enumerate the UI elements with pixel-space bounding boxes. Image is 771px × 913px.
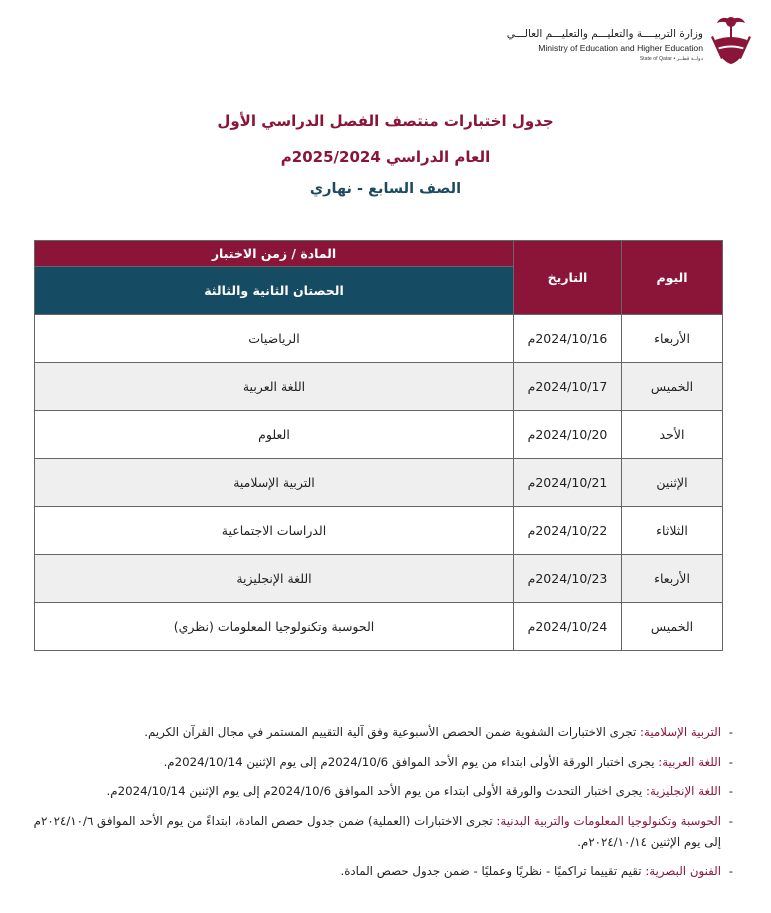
note-label: الفنون البصرية: (645, 864, 721, 879)
subject-cell: الرياضيات (35, 315, 514, 363)
subject-cell: اللغة الإنجليزية (35, 555, 514, 603)
note-item (33, 752, 733, 773)
table-row (35, 603, 723, 651)
day-cell: الثلاثاء (622, 507, 723, 555)
date-cell: 2024/10/21م (514, 459, 622, 507)
date-cell: 2024/10/17م (514, 363, 622, 411)
day-cell: الأربعاء (622, 315, 723, 363)
date-cell: 2024/10/23م (514, 555, 622, 603)
subject-cell: التربية الإسلامية (35, 459, 514, 507)
note-text: تقيم تقييما تراكميًا - نظريًا وعمليًا - ضمن جدول حصص المادة. (340, 864, 646, 879)
table-row (35, 459, 723, 507)
ministry-name-arabic: وزارة التربيــــة والتعليـــم والتعليـــم العالـــي (506, 28, 703, 40)
note-text: يجرى اختبار التحدث والورقة الأولى ابتداء من يوم الأحد الموافق 2024/10/6م إلى يوم الإثنين 2024/10/14م. (106, 784, 646, 799)
day-cell: الإثنين (622, 459, 723, 507)
state-of-qatar-label: State of Qatar • دولــة قطــر (639, 56, 703, 62)
day-cell: الخميس (622, 363, 723, 411)
exam-schedule-table (34, 240, 723, 651)
header-periods: الحصتان الثانية والثالثة (35, 267, 514, 315)
table-row (35, 315, 723, 363)
note-label: التربية الإسلامية: (640, 725, 721, 739)
date-cell: 2024/10/16م (514, 315, 622, 363)
table-row (35, 507, 723, 555)
date-cell: 2024/10/20م (514, 411, 622, 459)
subject-cell: اللغة العربية (35, 363, 514, 411)
table-row (35, 363, 723, 411)
note-label: اللغة الإنجليزية: (645, 784, 721, 799)
note-item (33, 811, 733, 852)
note-text: يجرى اختبار الورقة الأولى ابتداء من يوم الأحد الموافق 2024/10/6م إلى يوم الإثنين 2024/10/14م. (163, 754, 659, 769)
schedule-title: جدول اختبارات منتصف الفصل الدراسي الأول (217, 112, 554, 130)
ministry-header (503, 14, 753, 74)
date-cell: 2024/10/24م (514, 603, 622, 651)
day-cell: الخميس (622, 603, 723, 651)
header-date: التاريخ (514, 241, 622, 315)
ministry-name-english: Ministry of Education and Higher Education (538, 43, 703, 53)
subject-cell: الحوسبة وتكنولوجيا المعلومات (نظري) (35, 603, 514, 651)
academic-year: العام الدراسي 2025/2024م (280, 148, 491, 166)
qatar-emblem-icon (709, 14, 753, 66)
day-cell: الأربعاء (622, 555, 723, 603)
subject-cell: العلوم (35, 411, 514, 459)
grade-label: الصف السابع - نهاري (309, 181, 462, 197)
note-text: تجرى الاختبارات (العملية) ضمن جدول حصص المادة، ابتداءً من يوم الأحد الموافق ٢٠٢٤/١٠/٦م إلى يوم الإثنين ٢٠٢٤/١٠/١٤م. (33, 813, 721, 849)
note-item (33, 722, 733, 743)
subject-cell: الدراسات الاجتماعية (35, 507, 514, 555)
date-cell: 2024/10/22م (514, 507, 622, 555)
header-subject-time: المادة / زمن الاختبار (35, 241, 514, 267)
note-text: تجرى الاختبارات الشفوية ضمن الحصص الأسبوعية وفق آلية التقييم المستمر في مجال القرآن الكريم. (144, 725, 641, 739)
table-row (35, 555, 723, 603)
header-day: اليوم (622, 241, 723, 315)
note-label: اللغة العربية: (658, 754, 721, 769)
note-item (33, 861, 733, 882)
table-row (35, 411, 723, 459)
note-item (33, 781, 733, 802)
day-cell: الأحد (622, 411, 723, 459)
notes-list (33, 722, 733, 891)
note-label: الحوسبة وتكنولوجيا المعلومات والتربية البدنية: (496, 813, 721, 828)
